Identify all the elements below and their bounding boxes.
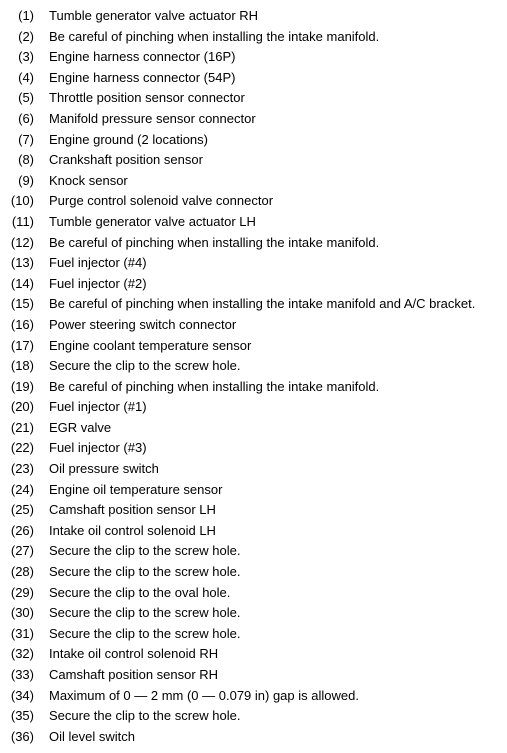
legend-item-text: Secure the clip to the oval hole. [49, 584, 231, 600]
legend-item [0, 418, 507, 439]
legend-list [0, 6, 507, 747]
legend-item-text: Be careful of pinching when installing the intake manifold. [49, 234, 380, 250]
legend-item-text: Engine harness connector (16P) [49, 49, 236, 65]
legend-item-text: Engine oil temperature sensor [49, 481, 223, 497]
legend-item [0, 130, 507, 151]
legend-item-number: (27) [10, 543, 34, 559]
legend-item-number: (9) [18, 172, 34, 188]
legend-item [0, 541, 507, 562]
legend-item-text: Tumble generator valve actuator RH [49, 8, 259, 23]
legend-item-text: Knock sensor [49, 172, 128, 188]
legend-item-number: (4) [18, 69, 34, 85]
legend-item-number: (1) [18, 8, 34, 23]
legend-item-text: Oil level switch [49, 728, 135, 744]
legend-item-text: Power steering switch connector [49, 316, 237, 332]
legend-item-number: (26) [10, 522, 34, 538]
legend-item-text: Secure the clip to the screw hole. [49, 564, 241, 580]
legend-item-number: (3) [18, 49, 34, 65]
legend-item-text: Camshaft position sensor RH [49, 667, 219, 682]
legend-item [0, 109, 507, 130]
legend-item-number: (6) [18, 110, 34, 126]
legend-item [0, 562, 507, 583]
legend-item-text: Secure the clip to the screw hole. [49, 358, 241, 374]
legend-item [0, 583, 507, 604]
legend-item-number: (11) [11, 213, 34, 229]
legend-item-number: (16) [10, 316, 34, 332]
legend-item [0, 294, 507, 315]
legend-item [0, 438, 507, 459]
legend-item [0, 480, 507, 501]
legend-item-number: (10) [10, 193, 34, 209]
legend-item-number: (19) [10, 378, 34, 394]
legend-item-number: (29) [10, 584, 34, 600]
legend-item-text: Engine ground (2 locations) [49, 131, 208, 147]
legend-item-text: Secure the clip to the screw hole. [49, 605, 241, 621]
legend-item-number: (36) [10, 728, 34, 744]
legend-item [0, 6, 507, 27]
legend-item-number: (7) [18, 131, 34, 147]
legend-item [0, 665, 507, 686]
legend-item [0, 686, 507, 707]
legend-item-text: Secure the clip to the screw hole. [49, 625, 241, 641]
legend-item-number: (30) [10, 605, 34, 621]
legend-item [0, 191, 507, 212]
legend-item [0, 171, 507, 192]
legend-item [0, 603, 507, 624]
legend-item-text: Secure the clip to the screw hole. [49, 708, 241, 724]
legend-item-number: (23) [10, 461, 34, 477]
legend-item-text: Purge control solenoid valve connector [49, 193, 274, 209]
legend-item-text: Fuel injector (#4) [49, 255, 147, 271]
legend-item-text: Fuel injector (#1) [49, 399, 147, 415]
legend-item-text: Engine coolant temperature sensor [49, 337, 252, 353]
legend-item [0, 644, 507, 665]
legend-item [0, 521, 507, 542]
legend-item-text: Maximum of 0 — 2 mm (0 — 0.079 in) gap is allowed. [49, 687, 359, 703]
legend-item-text: Be careful of pinching when installing the intake manifold. [49, 378, 380, 394]
legend-item-text: Fuel injector (#2) [49, 275, 147, 291]
legend-item-text: Engine harness connector (54P) [49, 69, 236, 85]
legend-item-text: Secure the clip to the screw hole. [49, 543, 241, 559]
legend-item-text: Camshaft position sensor LH [49, 502, 216, 518]
legend-item-number: (18) [10, 358, 34, 374]
legend-item [0, 500, 507, 521]
legend-item [0, 727, 507, 748]
legend-item [0, 706, 507, 727]
legend-item-text: Intake oil control solenoid LH [49, 522, 216, 538]
legend-item [0, 356, 507, 377]
legend-item-number: (17) [10, 337, 34, 353]
legend-item [0, 212, 507, 233]
legend-item-number: (33) [10, 667, 34, 682]
legend-item [0, 274, 507, 295]
legend-item-number: (21) [10, 419, 34, 435]
legend-item-text: Tumble generator valve actuator LH [49, 213, 256, 229]
legend-item-text: EGR valve [49, 419, 112, 435]
legend-item [0, 68, 507, 89]
legend-item [0, 624, 507, 645]
legend-item-text: Crankshaft position sensor [49, 152, 203, 168]
legend-item-text: Intake oil control solenoid RH [49, 646, 219, 662]
legend-item-number: (25) [10, 502, 34, 518]
legend-item [0, 253, 507, 274]
legend-item-number: (2) [18, 28, 34, 44]
legend-item [0, 27, 507, 48]
legend-item [0, 459, 507, 480]
legend-item [0, 377, 507, 398]
legend-item-text: Manifold pressure sensor connector [49, 110, 256, 126]
legend-item-number: (13) [10, 255, 34, 271]
legend-item-number: (5) [18, 90, 34, 106]
legend-item-text: Oil pressure switch [49, 461, 159, 477]
legend-item-number: (14) [10, 275, 34, 291]
legend-item [0, 150, 507, 171]
legend-item-number: (12) [10, 234, 34, 250]
legend-item [0, 88, 507, 109]
legend-item-text: Be careful of pinching when installing the intake manifold. [49, 28, 380, 44]
legend-item-text: Throttle position sensor connector [49, 90, 245, 106]
legend-item-number: (35) [10, 708, 34, 724]
legend-item-text: Fuel injector (#3) [49, 440, 147, 456]
legend-item-number: (32) [10, 646, 34, 662]
legend-item [0, 336, 507, 357]
legend-item [0, 397, 507, 418]
legend-item-number: (22) [10, 440, 34, 456]
legend-item-text: Be careful of pinching when installing the intake manifold and A/C bracket. [49, 296, 476, 312]
legend-item-number: (15) [10, 296, 34, 312]
legend-item [0, 233, 507, 254]
legend-item-number: (34) [10, 687, 34, 703]
legend-item-number: (8) [18, 152, 34, 168]
legend-item-number: (20) [10, 399, 34, 415]
legend-item-number: (31) [10, 625, 34, 641]
legend-item-number: (24) [10, 481, 34, 497]
legend-item-number: (28) [10, 564, 34, 580]
legend-item [0, 315, 507, 336]
legend-item [0, 47, 507, 68]
